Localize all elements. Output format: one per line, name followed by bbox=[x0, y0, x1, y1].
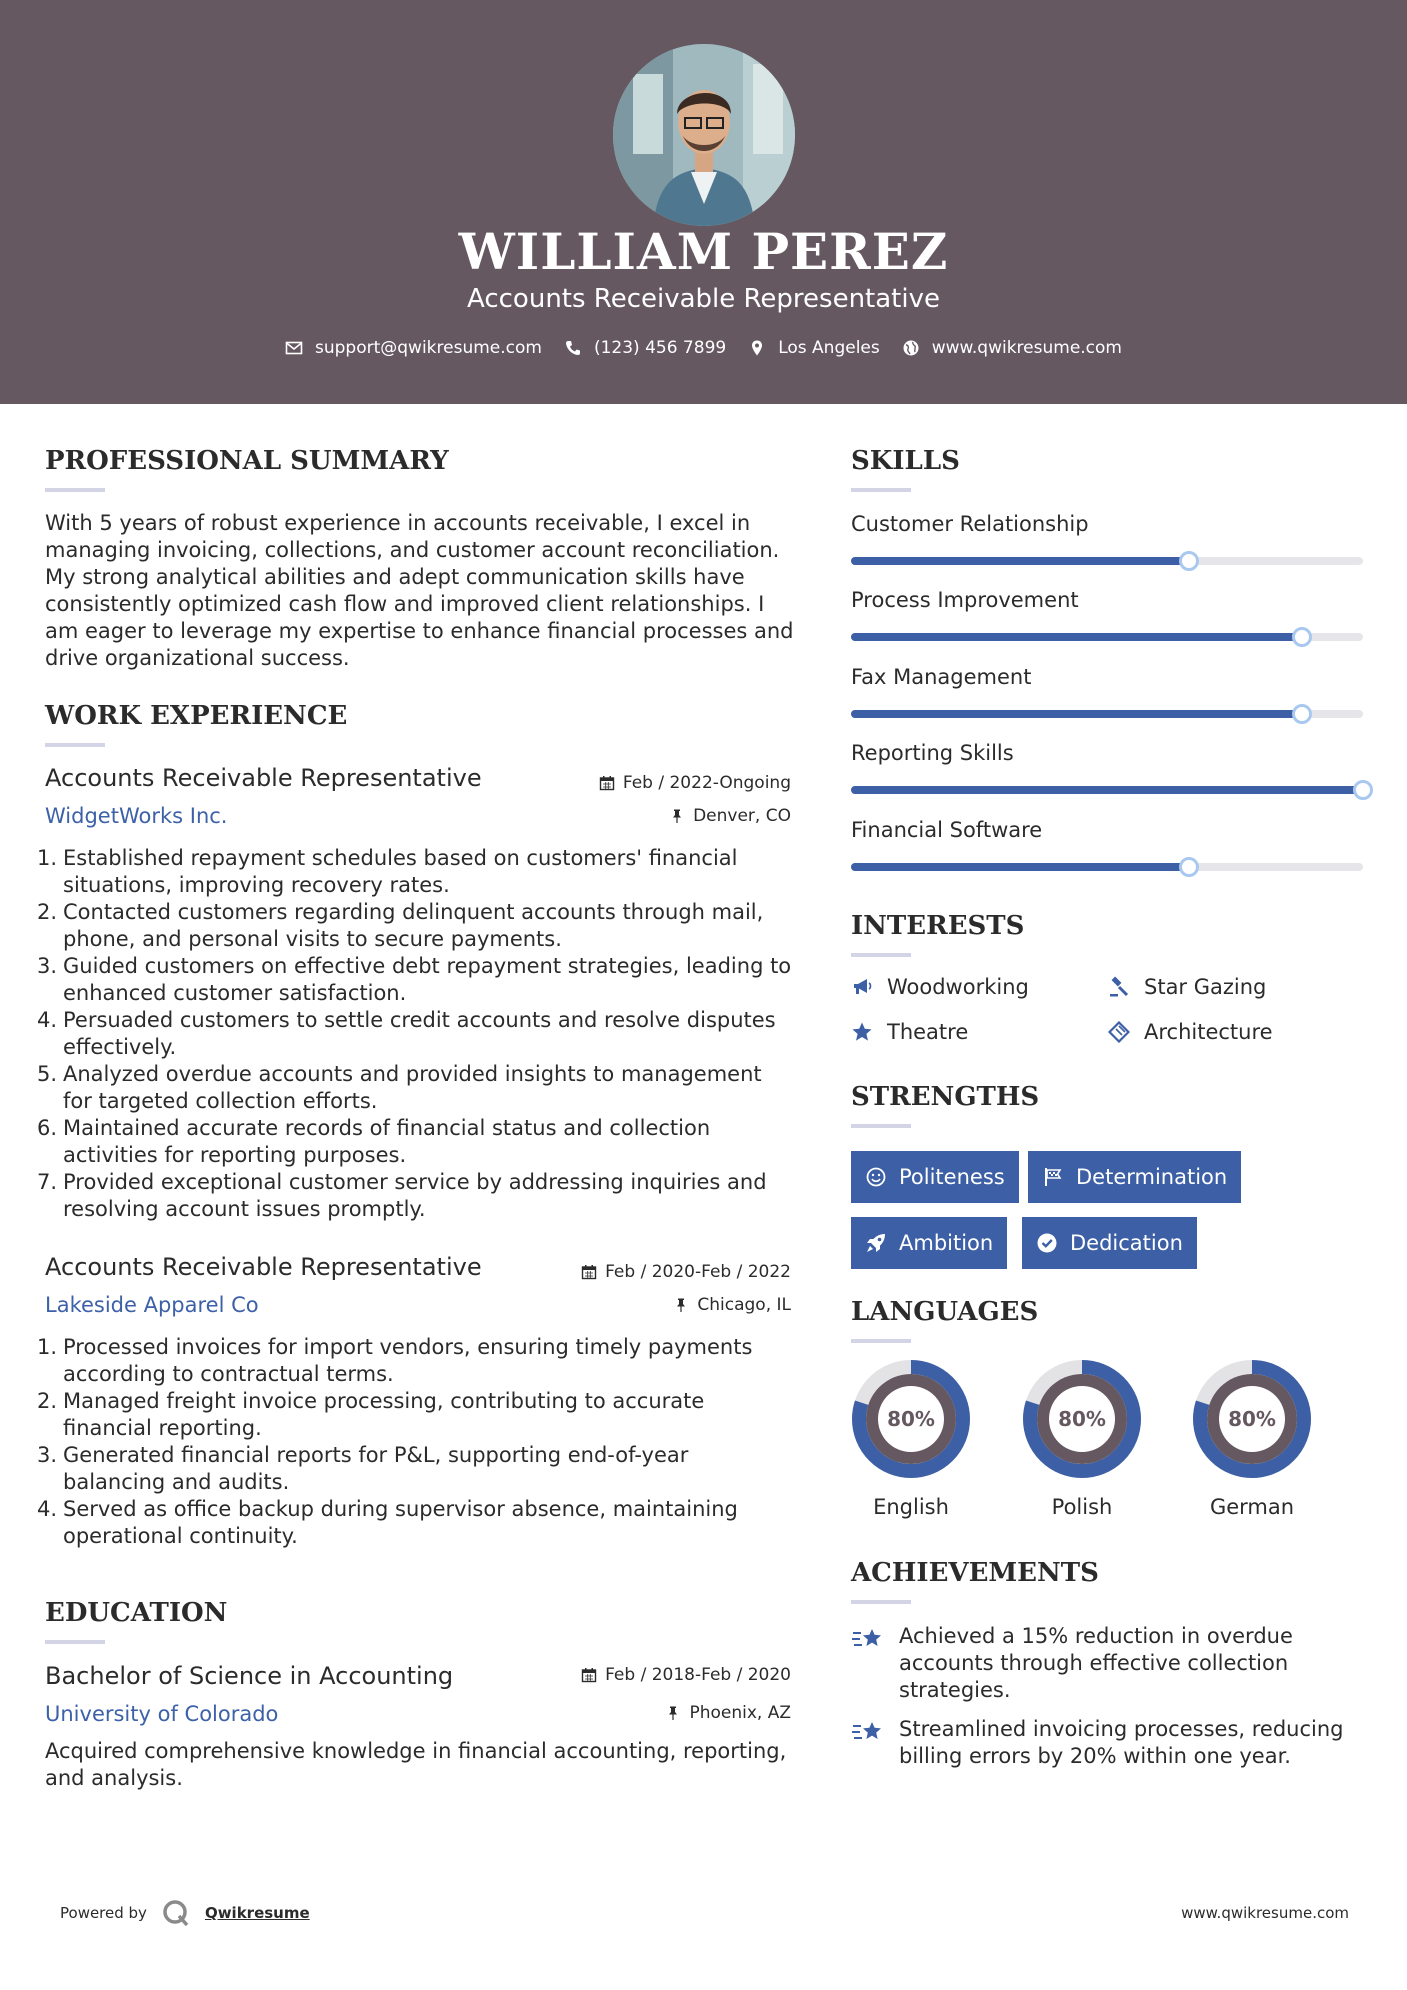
job-dates bbox=[599, 773, 791, 793]
interest-label: Woodworking bbox=[887, 975, 1029, 999]
shooting-star-icon bbox=[851, 1625, 885, 1655]
job-location-text: Denver, CO bbox=[693, 806, 791, 826]
job-dates bbox=[581, 1262, 791, 1282]
education-location-text: Phoenix, AZ bbox=[689, 1703, 791, 1723]
strength-badge bbox=[851, 1151, 1019, 1203]
strength-label: Politeness bbox=[899, 1165, 1005, 1189]
qwikresume-link[interactable]: Qwikresume bbox=[204, 1904, 310, 1922]
map-pin-icon bbox=[748, 339, 766, 357]
interest-item bbox=[1108, 1020, 1273, 1044]
job-dates-text: Feb / 2020-Feb / 2022 bbox=[605, 1262, 791, 1282]
shooting-star-icon bbox=[851, 1718, 885, 1748]
pushpin-icon bbox=[665, 1705, 681, 1721]
interest-item bbox=[851, 975, 1029, 999]
phone-icon bbox=[564, 339, 582, 357]
contact-email[interactable] bbox=[285, 338, 542, 358]
contact-phone-text: (123) 456 7899 bbox=[593, 338, 727, 358]
list-item-text: Established repayment schedules based on customers' financial situations, improving recovery rates. bbox=[63, 846, 738, 897]
footer-branding bbox=[60, 1898, 310, 1928]
calendar-icon bbox=[599, 775, 615, 791]
languages-heading-underline bbox=[851, 1339, 911, 1343]
education-dates-text: Feb / 2018-Feb / 2020 bbox=[605, 1665, 791, 1685]
list-item: 1. Processed invoices for import vendors, ensuring timely payments according to contractual terms. bbox=[37, 1335, 753, 1386]
contact-bar bbox=[0, 338, 1407, 358]
pushpin-icon bbox=[669, 808, 685, 824]
gavel-icon bbox=[1108, 976, 1130, 998]
list-item-text: Processed invoices for import vendors, ensuring timely payments according to contractual terms. bbox=[63, 1335, 753, 1386]
qwikresume-logo-icon bbox=[161, 1898, 191, 1928]
education-heading-underline bbox=[45, 1640, 105, 1644]
skill-bar-fill bbox=[851, 633, 1302, 641]
list-item: 3. Guided customers on effective debt repayment strategies, leading to enhanced customer satisfaction. bbox=[37, 954, 792, 1005]
company-name[interactable]: Lakeside Apparel Co bbox=[45, 1293, 259, 1317]
job-title: Accounts Receivable Representative bbox=[45, 1253, 482, 1281]
achievements-heading-underline bbox=[851, 1600, 911, 1604]
language-percent: 80% bbox=[1058, 1407, 1106, 1431]
list-item: 2. Managed freight invoice processing, contributing to accurate financial reporting. bbox=[37, 1389, 705, 1440]
achievements-heading: ACHIEVEMENTS bbox=[851, 1558, 1099, 1588]
strengths-heading-underline bbox=[851, 1124, 911, 1128]
skills-heading: SKILLS bbox=[851, 446, 960, 476]
skill-label: Fax Management bbox=[851, 665, 1032, 689]
education-heading: EDUCATION bbox=[45, 1598, 228, 1628]
skill-bar-fill bbox=[851, 557, 1189, 565]
interest-item bbox=[851, 1020, 968, 1044]
check-circle-icon bbox=[1036, 1232, 1058, 1254]
contact-email-text: support@qwikresume.com bbox=[315, 338, 542, 358]
calendar-icon bbox=[581, 1667, 597, 1683]
skill-bar-fill bbox=[851, 786, 1363, 794]
list-item: 5. Analyzed overdue accounts and provided insights to management for targeted collection efforts. bbox=[37, 1062, 762, 1113]
list-item: 2. Contacted customers regarding delinquent accounts through mail, phone, and personal visits to secure payments. bbox=[37, 900, 764, 951]
skill-bar-knob[interactable] bbox=[1292, 704, 1312, 724]
language-percent: 80% bbox=[887, 1407, 935, 1431]
interests-heading-underline bbox=[851, 953, 911, 957]
list-item-text: Managed freight invoice processing, contributing to accurate financial reporting. bbox=[63, 1389, 705, 1440]
candidate-name: WILLIAM PEREZ bbox=[458, 222, 949, 281]
smile-icon bbox=[865, 1166, 887, 1188]
achievement-text: Streamlined invoicing processes, reducing billing errors by 20% within one year. bbox=[899, 1717, 1344, 1768]
languages-heading: LANGUAGES bbox=[851, 1297, 1039, 1327]
list-item: 1. Established repayment schedules based on customers' financial situations, improving recovery rates. bbox=[37, 846, 738, 897]
list-item-text: Guided customers on effective debt repayment strategies, leading to enhanced customer satisfaction. bbox=[63, 954, 792, 1005]
candidate-title: Accounts Receivable Representative bbox=[467, 284, 940, 314]
contact-website-text: www.qwikresume.com bbox=[931, 338, 1122, 358]
contact-website[interactable] bbox=[902, 338, 1122, 358]
list-item: 7. Provided exceptional customer service by addressing inquiries and resolving account issues promptly. bbox=[37, 1170, 767, 1221]
interest-label: Theatre bbox=[887, 1020, 969, 1044]
language-percent: 80% bbox=[1228, 1407, 1276, 1431]
resume-header bbox=[0, 0, 1407, 404]
globe-icon bbox=[902, 339, 920, 357]
skill-bar-knob[interactable] bbox=[1353, 780, 1373, 800]
profile-photo bbox=[613, 44, 795, 226]
skills-heading-underline bbox=[851, 488, 911, 492]
strength-label: Ambition bbox=[899, 1231, 994, 1255]
skill-bar-fill bbox=[851, 863, 1189, 871]
language-name: Polish bbox=[1051, 1495, 1113, 1519]
summary-heading: PROFESSIONAL SUMMARY bbox=[45, 446, 449, 476]
job-location-text: Chicago, IL bbox=[697, 1295, 791, 1315]
skill-bar bbox=[851, 633, 1363, 641]
interests-heading: INTERESTS bbox=[851, 911, 1025, 941]
interest-item bbox=[1108, 975, 1266, 999]
envelope-icon bbox=[285, 339, 303, 357]
list-item-text: Provided exceptional customer service by addressing inquiries and resolving account issues promptly. bbox=[63, 1170, 767, 1221]
list-item: 6. Maintained accurate records of financial status and collection activities for reporting purposes. bbox=[37, 1116, 711, 1167]
list-item-text: Generated financial reports for P&L, supporting end-of-year balancing and audits. bbox=[63, 1443, 689, 1494]
skill-label: Reporting Skills bbox=[851, 741, 1014, 765]
skill-bar bbox=[851, 863, 1363, 871]
interest-label: Star Gazing bbox=[1144, 975, 1267, 999]
job-bullets bbox=[37, 845, 795, 1223]
list-item-text: Maintained accurate records of financial status and collection activities for reporting purposes. bbox=[63, 1116, 711, 1167]
education-description: Acquired comprehensive knowledge in financial accounting, reporting, and analysis. bbox=[45, 1739, 787, 1790]
list-item-text: Served as office backup during supervisor absence, maintaining operational continuity. bbox=[63, 1497, 738, 1548]
school-name[interactable]: University of Colorado bbox=[45, 1702, 279, 1726]
skill-bar bbox=[851, 710, 1363, 718]
education-location bbox=[665, 1703, 791, 1723]
education-dates bbox=[581, 1665, 791, 1685]
megaphone-icon bbox=[851, 976, 873, 998]
strength-label: Determination bbox=[1076, 1165, 1228, 1189]
job-location bbox=[669, 806, 791, 826]
list-item: 4. Persuaded customers to settle credit accounts and resolve disputes effectively. bbox=[37, 1008, 776, 1059]
ticket-icon bbox=[1108, 1021, 1130, 1043]
star-icon bbox=[851, 1021, 873, 1043]
powered-by-text: Powered by bbox=[60, 1904, 147, 1922]
strength-badge bbox=[1022, 1217, 1197, 1269]
skill-bar-fill bbox=[851, 710, 1302, 718]
summary-heading-underline bbox=[45, 488, 105, 492]
degree-title: Bachelor of Science in Accounting bbox=[45, 1662, 454, 1690]
job-bullets bbox=[37, 1334, 795, 1550]
pushpin-icon bbox=[673, 1297, 689, 1313]
contact-location bbox=[748, 338, 880, 358]
list-item-text: Analyzed overdue accounts and provided insights to management for targeted collection efforts. bbox=[63, 1062, 762, 1113]
job-dates-text: Feb / 2022-Ongoing bbox=[622, 773, 791, 793]
work-heading: WORK EXPERIENCE bbox=[45, 701, 348, 731]
strengths-heading: STRENGTHS bbox=[851, 1082, 1040, 1112]
skill-bar bbox=[851, 557, 1363, 565]
language-name: German bbox=[1209, 1495, 1295, 1519]
footer-website[interactable]: www.qwikresume.com bbox=[1181, 1904, 1349, 1922]
contact-location-text: Los Angeles bbox=[778, 338, 880, 358]
list-item-text: Persuaded customers to settle credit accounts and resolve disputes effectively. bbox=[63, 1008, 776, 1059]
language-ring bbox=[1021, 1358, 1143, 1480]
language-ring bbox=[1191, 1358, 1313, 1480]
strength-badge bbox=[851, 1217, 1007, 1269]
job-location bbox=[673, 1295, 791, 1315]
job-title: Accounts Receivable Representative bbox=[45, 764, 482, 792]
list-item: 3. Generated financial reports for P&L, supporting end-of-year balancing and audits. bbox=[37, 1443, 689, 1494]
list-item: 4. Served as office backup during supervisor absence, maintaining operational continuity. bbox=[37, 1497, 738, 1548]
skill-label: Customer Relationship bbox=[851, 512, 1089, 536]
achievement-item bbox=[851, 1716, 1351, 1770]
strength-badge bbox=[1028, 1151, 1241, 1203]
skill-bar-knob[interactable] bbox=[1179, 857, 1199, 877]
skill-label: Process Improvement bbox=[851, 588, 1079, 612]
skill-bar-knob[interactable] bbox=[1179, 551, 1199, 571]
language-name: English bbox=[873, 1495, 949, 1519]
skill-bar bbox=[851, 786, 1363, 794]
summary-text: With 5 years of robust experience in accounts receivable, I excel in managing invoicing, collections, and customer account reconciliation. My strong analytical abilities and adept communication skills have consistently optimized cash flow and improved client relationships. I am eager to leverage my expertise to enhance financial processes and drive organizational success. bbox=[45, 511, 794, 670]
strength-label: Dedication bbox=[1070, 1231, 1183, 1255]
skill-label: Financial Software bbox=[851, 818, 1043, 842]
achievement-item bbox=[851, 1623, 1351, 1704]
calendar-icon bbox=[581, 1264, 597, 1280]
rocket-icon bbox=[865, 1232, 887, 1254]
flag-icon bbox=[1042, 1166, 1064, 1188]
contact-phone[interactable] bbox=[564, 338, 726, 358]
language-ring bbox=[850, 1358, 972, 1480]
company-name[interactable]: WidgetWorks Inc. bbox=[45, 804, 228, 828]
interest-label: Architecture bbox=[1144, 1020, 1273, 1044]
list-item-text: Contacted customers regarding delinquent accounts through mail, phone, and personal visits to secure payments. bbox=[63, 900, 764, 951]
work-heading-underline bbox=[45, 743, 105, 747]
skill-bar-knob[interactable] bbox=[1292, 627, 1312, 647]
achievement-text: Achieved a 15% reduction in overdue accounts through effective collection strategies. bbox=[899, 1624, 1293, 1702]
